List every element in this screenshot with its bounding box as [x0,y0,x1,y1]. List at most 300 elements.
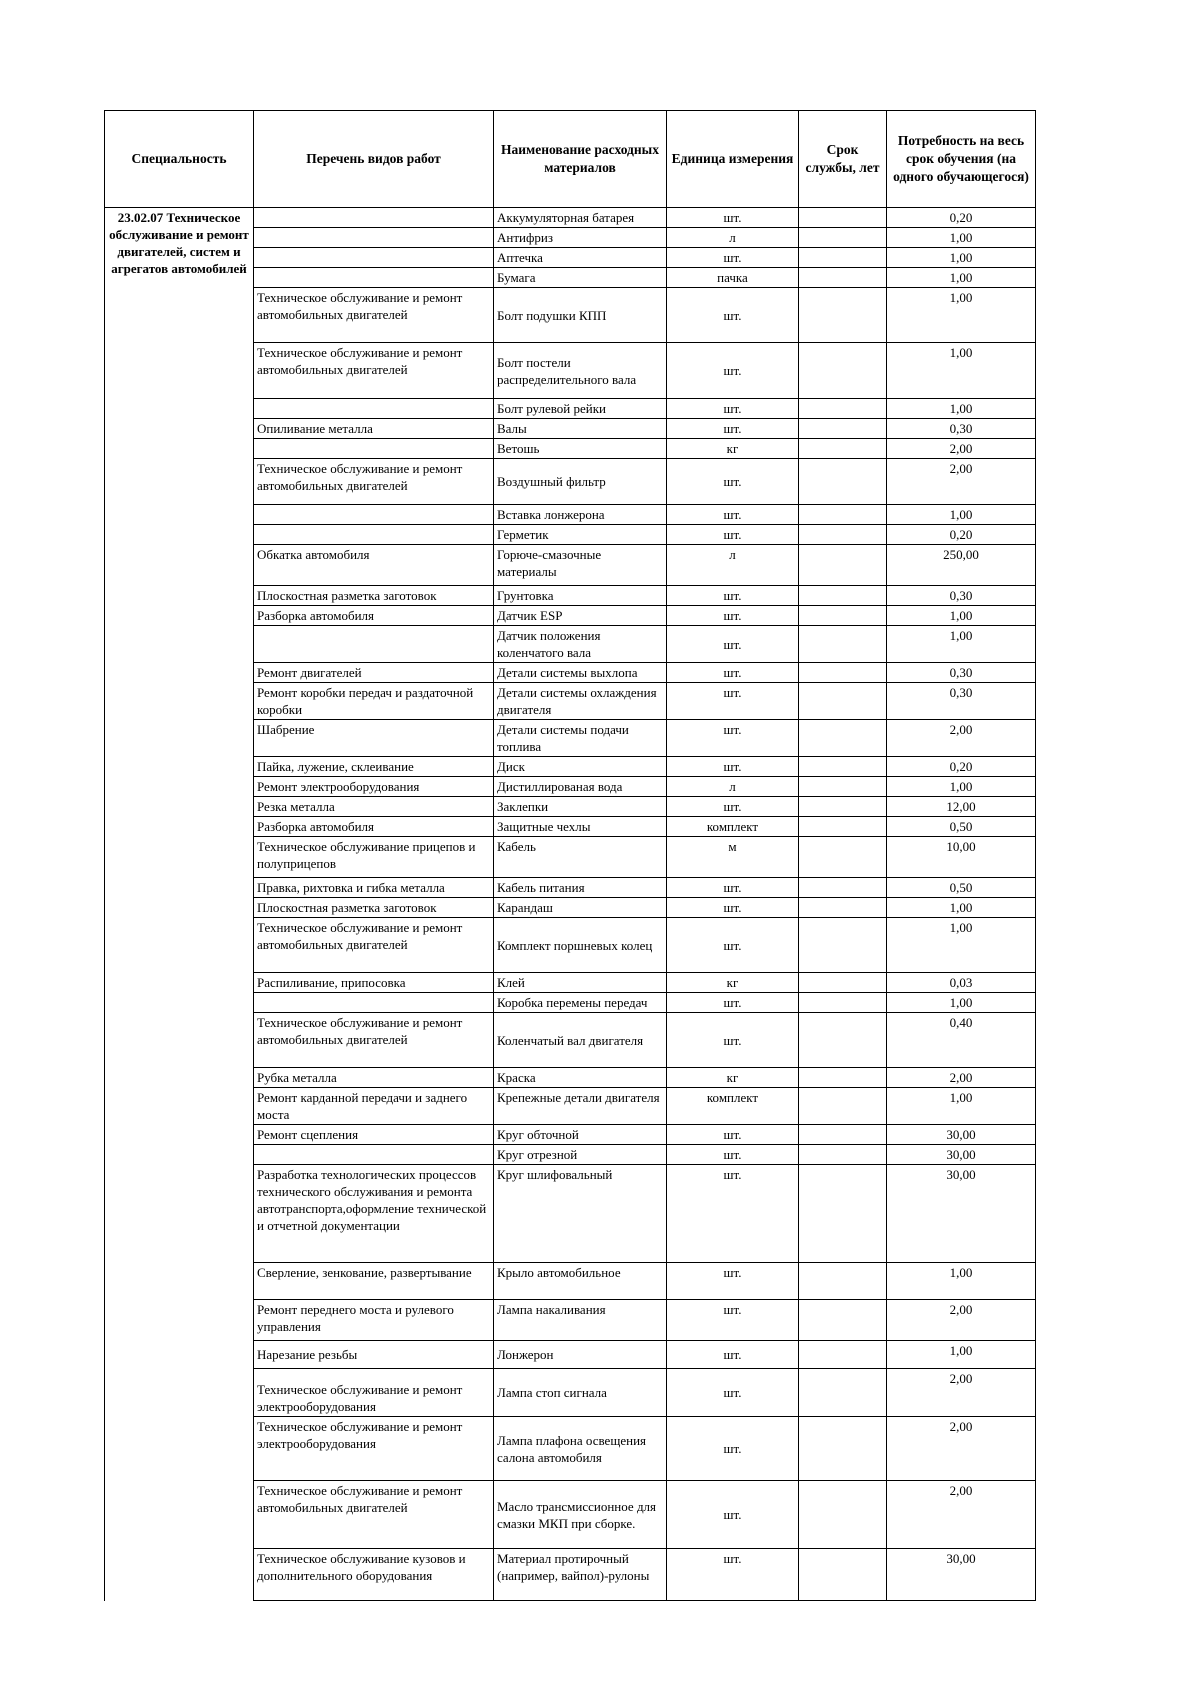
col-materials: Наименование расходных материалов [494,111,667,208]
need-cell [887,720,1036,757]
need-cell [887,1013,1036,1068]
work-cell [254,1481,494,1549]
unit-cell-text: шт. [723,1347,742,1362]
work-cell-text: Техническое обслуживание кузовов и дополнительного оборудования [257,1551,466,1583]
material-cell [494,720,667,757]
material-cell-text: Болт рулевой рейки [497,401,606,416]
unit-cell [667,973,799,993]
service-cell [799,797,887,817]
material-cell [494,1341,667,1369]
material-cell [494,525,667,545]
materials-table [104,110,1036,1601]
material-cell-text: Крепежные детали двигателя [497,1090,660,1105]
need-cell [887,1369,1036,1417]
unit-cell-text: м [728,839,737,854]
material-cell-text: Защитные чехлы [497,819,591,834]
need-cell-text: 30,00 [946,1167,976,1182]
unit-cell [667,505,799,525]
unit-cell [667,777,799,797]
need-cell-text: 1,00 [949,779,973,794]
service-cell [799,777,887,797]
material-cell-text: Дистиллированая вода [497,779,623,794]
service-cell [799,268,887,288]
unit-cell-text: шт. [723,474,742,489]
need-cell [887,399,1036,419]
material-cell [494,1125,667,1145]
service-cell [799,993,887,1013]
service-cell [799,1263,887,1300]
work-cell [254,1165,494,1263]
need-cell-text: 2,00 [949,441,973,456]
service-cell [799,663,887,683]
material-cell [494,918,667,973]
service-cell [799,1341,887,1369]
unit-cell-text: л [729,230,736,245]
need-cell [887,918,1036,973]
unit-cell-text: комплект [706,1090,759,1105]
work-cell-text: Рубка металла [257,1070,337,1085]
work-cell-text: Ремонт сцепления [257,1127,359,1142]
need-cell-text: 0,30 [949,588,973,603]
work-cell [254,439,494,459]
need-cell [887,439,1036,459]
material-cell-text: Детали системы выхлопа [497,665,638,680]
service-cell [799,586,887,606]
work-cell-text: Сверление, зенкование, развертывание [257,1265,472,1280]
work-cell-text: Ремонт карданной передачи и заднего моста [257,1090,468,1122]
need-cell [887,288,1036,343]
need-cell-text: 250,00 [943,547,979,562]
service-cell [799,606,887,626]
work-cell [254,1369,494,1417]
work-cell [254,586,494,606]
unit-cell-text: шт. [723,1507,742,1522]
work-cell-text: Опиливание металла [257,421,373,436]
material-cell-text: Масло трансмиссионное для смазки МКП при сборке. [497,1498,657,1531]
work-cell-text: Резка металла [257,799,335,814]
unit-cell [667,898,799,918]
unit-cell [667,837,799,878]
work-cell [254,777,494,797]
need-cell [887,248,1036,268]
unit-cell-text: шт. [723,759,742,774]
need-cell [887,993,1036,1013]
unit-cell-text: л [729,779,736,794]
need-cell [887,898,1036,918]
need-cell [887,228,1036,248]
unit-cell [667,797,799,817]
need-cell [887,545,1036,586]
unit-cell-text: комплект [706,819,759,834]
need-cell-text: 1,00 [949,1265,973,1280]
need-cell-text: 1,00 [949,1343,973,1358]
material-cell [494,626,667,663]
material-cell [494,683,667,720]
material-cell-text: Круг шлифовальный [497,1167,613,1182]
material-cell-text: Диск [497,759,525,774]
work-cell [254,1300,494,1341]
need-cell [887,1165,1036,1263]
service-cell [799,1125,887,1145]
work-cell [254,459,494,505]
material-cell-text: Датчик ESP [497,608,563,623]
service-cell [799,1068,887,1088]
unit-cell [667,1013,799,1068]
unit-cell [667,606,799,626]
material-cell-text: Круг отрезной [497,1147,578,1162]
material-cell-text: Герметик [497,527,549,542]
unit-cell-text: шт. [723,1167,742,1182]
material-cell-text: Клей [497,975,525,990]
need-cell-text: 1,00 [949,345,973,360]
need-cell [887,1263,1036,1300]
unit-cell [667,248,799,268]
work-cell-text: Распиливание, припосовка [257,975,406,990]
material-cell [494,1481,667,1549]
need-cell [887,817,1036,837]
need-cell-text: 1,00 [949,507,973,522]
material-cell [494,419,667,439]
need-cell [887,1068,1036,1088]
work-cell [254,419,494,439]
need-cell [887,797,1036,817]
unit-cell-text: шт. [723,1441,742,1456]
unit-cell [667,586,799,606]
material-cell-text: Болт постели распределительного вала [497,354,637,387]
unit-cell [667,268,799,288]
service-cell [799,288,887,343]
material-cell-text: Ветошь [497,441,540,456]
work-cell [254,606,494,626]
need-cell-text: 0,20 [949,210,973,225]
work-cell-text: Пайка, лужение, склеивание [257,759,414,774]
service-cell [799,459,887,505]
work-cell-text: Техническое обслуживание и ремонт автомобильных двигателей [257,345,463,377]
need-cell [887,505,1036,525]
need-cell [887,663,1036,683]
col-unit: Единица измерения [667,111,799,208]
work-cell [254,1125,494,1145]
unit-cell [667,626,799,663]
work-cell-text: Техническое обслуживание и ремонт электрооборудования [257,1419,463,1451]
unit-cell [667,878,799,898]
need-cell [887,973,1036,993]
material-cell-text: Детали системы подачи топлива [497,722,629,754]
work-cell-text: Плоскостная разметка заготовок [257,588,437,603]
work-cell-text: Техническое обслуживание и ремонт автомобильных двигателей [257,290,463,322]
need-cell-text: 1,00 [949,401,973,416]
need-cell [887,1088,1036,1125]
need-cell [887,626,1036,663]
unit-cell [667,1125,799,1145]
service-cell [799,248,887,268]
table-row [105,208,1036,228]
unit-cell-text: шт. [723,995,742,1010]
need-cell-text: 30,00 [946,1551,976,1566]
work-cell [254,1549,494,1601]
material-cell-text: Карандаш [497,900,553,915]
unit-cell-text: шт. [723,1127,742,1142]
service-cell [799,439,887,459]
unit-cell [667,1481,799,1549]
need-cell-text: 0,03 [949,975,973,990]
material-cell [494,993,667,1013]
material-cell-text: Болт подушки КПП [497,307,607,323]
need-cell [887,757,1036,777]
material-cell [494,268,667,288]
material-cell-text: Крыло автомобильное [497,1265,621,1280]
need-cell-text: 1,00 [949,290,973,305]
material-cell [494,399,667,419]
unit-cell-text: шт. [723,608,742,623]
service-cell [799,1145,887,1165]
material-cell [494,586,667,606]
material-cell [494,228,667,248]
need-cell-text: 0,50 [949,880,973,895]
work-cell [254,1013,494,1068]
work-cell-text: Ремонт электрооборудования [257,779,420,794]
unit-cell [667,1068,799,1088]
need-cell [887,525,1036,545]
service-cell [799,1088,887,1125]
need-cell-text: 0,30 [949,685,973,700]
material-cell-text: Коробка перемены передач [497,995,648,1010]
unit-cell [667,399,799,419]
unit-cell [667,1341,799,1369]
need-cell-text: 0,30 [949,421,973,436]
need-cell-text: 30,00 [946,1147,976,1162]
need-cell-text: 1,00 [949,628,973,643]
unit-cell-text: шт. [723,363,742,378]
need-cell-text: 2,00 [949,1070,973,1085]
unit-cell [667,817,799,837]
material-cell-text: Бумага [497,270,536,285]
service-cell [799,505,887,525]
material-cell [494,545,667,586]
material-cell-text: Лампа плафона освещения салона автомобиля [497,1432,647,1465]
work-cell [254,288,494,343]
unit-cell-text: шт. [723,685,742,700]
need-cell-text: 2,00 [949,722,973,737]
work-cell [254,797,494,817]
work-cell [254,918,494,973]
material-cell-text: Аккумуляторная батарея [497,210,635,225]
unit-cell-text: шт. [723,250,742,265]
unit-cell [667,343,799,399]
need-cell-text: 1,00 [949,250,973,265]
unit-cell-text: шт. [723,507,742,522]
work-cell [254,837,494,878]
service-cell [799,1481,887,1549]
material-cell-text: Детали системы охлаждения двигателя [497,685,657,717]
need-cell [887,586,1036,606]
material-cell-text: Грунтовка [497,588,554,603]
unit-cell [667,208,799,228]
need-cell [887,1481,1036,1549]
unit-cell [667,720,799,757]
service-cell [799,626,887,663]
need-cell-text: 0,30 [949,665,973,680]
material-cell-text: Вставка лонжерона [497,507,605,522]
service-cell [799,1369,887,1417]
unit-cell [667,683,799,720]
material-cell [494,505,667,525]
unit-cell [667,288,799,343]
material-cell-text: Антифриз [497,230,553,245]
need-cell [887,606,1036,626]
unit-cell-text: шт. [723,900,742,915]
unit-cell-text: шт. [723,937,742,953]
need-cell-text: 1,00 [949,230,973,245]
unit-cell-text: шт. [723,1551,742,1566]
need-cell [887,777,1036,797]
unit-cell-text: кг [726,441,739,456]
service-cell [799,525,887,545]
service-cell [799,545,887,586]
need-cell [887,1125,1036,1145]
need-cell [887,1145,1036,1165]
material-cell [494,459,667,505]
work-cell [254,1341,494,1369]
unit-cell [667,757,799,777]
work-cell [254,248,494,268]
work-cell-text: Плоскостная разметка заготовок [257,900,437,915]
work-cell-text: Разборка автомобиля [257,608,374,623]
material-cell-text: Краска [497,1070,536,1085]
need-cell [887,419,1036,439]
service-cell [799,1300,887,1341]
work-cell [254,973,494,993]
specialty-value: 23.02.07 Техническое обслуживание и ремонт двигателей, систем и агрегатов автомобилей [109,210,249,276]
unit-cell-text: шт. [723,210,742,225]
unit-cell-text: шт. [723,636,742,652]
service-cell [799,1549,887,1601]
unit-cell [667,1549,799,1601]
unit-cell [667,419,799,439]
service-cell [799,837,887,878]
table-body [105,208,1036,1601]
material-cell [494,973,667,993]
unit-cell [667,1263,799,1300]
material-cell-text: Лонжерон [497,1347,554,1362]
work-cell-text: Техническое обслуживание и ремонт автомобильных двигателей [257,461,463,493]
work-cell [254,343,494,399]
material-cell-text: Заклепки [497,799,549,814]
unit-cell [667,1088,799,1125]
work-cell [254,545,494,586]
unit-cell-text: шт. [723,527,742,542]
material-cell-text: Датчик положения коленчатого вала [497,628,601,660]
work-cell [254,208,494,228]
need-cell-text: 10,00 [946,839,976,854]
work-cell-text: Разработка технологических процессов технического обслуживания и ремонта автотранспорта,оформление технической и отчетной документации [257,1167,487,1233]
service-cell [799,973,887,993]
service-cell [799,817,887,837]
work-cell-text: Правка, рихтовка и гибка металла [257,880,445,895]
material-cell [494,1165,667,1263]
material-cell [494,1300,667,1341]
work-cell-text: Нарезание резьбы [257,1347,358,1362]
col-need: Потребность на весь срок обучения (на одного обучающегося) [887,111,1036,208]
unit-cell-text: л [729,547,736,562]
unit-cell [667,545,799,586]
work-cell [254,663,494,683]
work-cell-text: Техническое обслуживание прицепов и полуприцепов [257,839,476,871]
need-cell-text: 2,00 [949,1302,973,1317]
work-cell-text: Ремонт коробки передач и раздаточной коробки [257,685,474,717]
work-cell-text: Ремонт двигателей [257,665,362,680]
unit-cell-text: шт. [723,1265,742,1280]
need-cell-text: 1,00 [949,995,973,1010]
unit-cell [667,918,799,973]
service-cell [799,683,887,720]
material-cell [494,343,667,399]
work-cell [254,525,494,545]
service-cell [799,228,887,248]
material-cell [494,606,667,626]
unit-cell-text: шт. [723,1147,742,1162]
need-cell [887,878,1036,898]
material-cell [494,1263,667,1300]
material-cell-text: Комплект поршневых колец [497,937,653,953]
unit-cell [667,439,799,459]
unit-cell-text: кг [726,1070,739,1085]
work-cell [254,399,494,419]
work-cell [254,268,494,288]
material-cell [494,898,667,918]
unit-cell-text: шт. [723,307,742,323]
material-cell [494,817,667,837]
material-cell [494,288,667,343]
table-header [105,111,1036,208]
work-cell-text: Ремонт переднего моста и рулевого управления [257,1302,454,1334]
table-continuation-line [104,1580,105,1592]
service-cell [799,878,887,898]
service-cell [799,419,887,439]
work-cell-text: Техническое обслуживание и ремонт автомобильных двигателей [257,1483,463,1515]
material-cell [494,1068,667,1088]
material-cell [494,777,667,797]
material-cell [494,1549,667,1601]
work-cell-text: Техническое обслуживание и ремонт электрооборудования [257,1382,463,1414]
unit-cell-text: шт. [723,1385,742,1400]
work-cell [254,817,494,837]
service-cell [799,208,887,228]
service-cell [799,399,887,419]
material-cell-text: Коленчатый вал двигателя [497,1032,644,1048]
material-cell [494,1013,667,1068]
unit-cell-text: шт. [723,588,742,603]
need-cell [887,208,1036,228]
unit-cell-text: кг [726,975,739,990]
work-cell [254,993,494,1013]
need-cell [887,343,1036,399]
material-cell-text: Лампа стоп сигнала [497,1385,607,1400]
need-cell [887,1417,1036,1481]
need-cell-text: 1,00 [949,900,973,915]
material-cell [494,663,667,683]
work-cell [254,626,494,663]
need-cell-text: 2,00 [949,1419,973,1434]
need-cell [887,1300,1036,1341]
material-cell [494,878,667,898]
need-cell-text: 0,40 [949,1015,973,1030]
material-cell [494,1417,667,1481]
work-cell [254,1263,494,1300]
material-cell [494,757,667,777]
work-cell [254,1088,494,1125]
work-cell [254,683,494,720]
